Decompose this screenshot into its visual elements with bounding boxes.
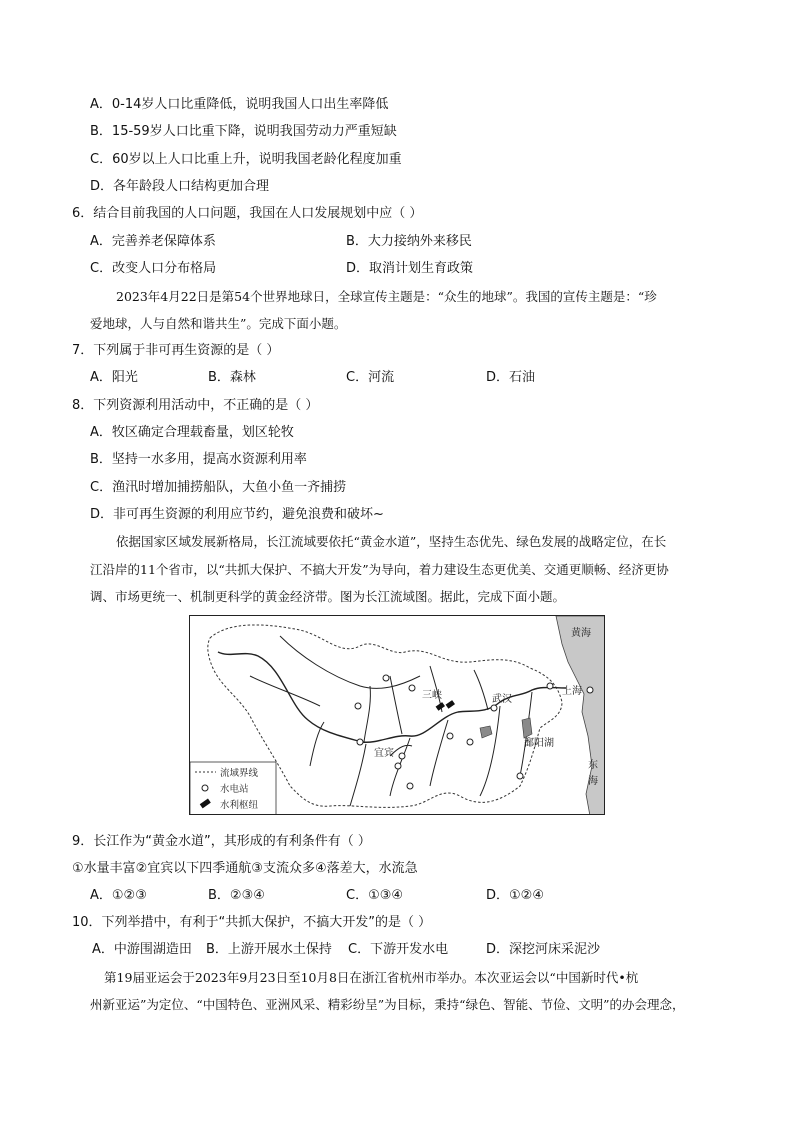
q9-option-d: D．①②④ — [486, 888, 544, 903]
tributaries — [250, 636, 532, 806]
q5-option-b: B．15-59岁人口比重下降，说明我国劳动力严重短缺 — [90, 124, 397, 139]
q10-option-b: B．上游开展水土保持 — [206, 942, 332, 957]
q6-option-b: B．大力接纳外来移民 — [346, 234, 472, 249]
label-yellow-sea: 黄海 — [571, 628, 591, 639]
q10-option-d: D．深挖河床采泥沙 — [486, 942, 601, 957]
q9-option-a: A．①②③ — [90, 888, 147, 903]
q9-stem: 9．长江作为“黄金水道”，其形成的有利条件有（ ） — [72, 834, 371, 849]
earth-day-intro-line1: 2023年4月22日是第54个世界地球日，全球宣传主题是：“众生的地球”。我国的宣传主题是：“珍 — [116, 289, 657, 304]
q9-option-b: B．②③④ — [208, 888, 265, 903]
q6-stem: 6．结合目前我国的人口问题，我国在人口发展规划中应（ ） — [72, 206, 423, 221]
hydropower-stations — [355, 675, 593, 789]
q7-option-d: D．石油 — [486, 370, 536, 385]
map-legend — [190, 762, 276, 815]
q10-stem: 10．下列举措中，有利于“共抓大保护，不搞大开发”的是（ ） — [72, 915, 432, 930]
q10-option-a: A．中游围湖造田 — [92, 942, 192, 957]
water-conservancy-hubs — [436, 700, 455, 711]
label-east-sea-2: 海 — [588, 776, 598, 787]
q8-option-d: D．非可再生资源的利用应节约，避免浪费和破坏~ — [90, 507, 384, 522]
q5-option-a: A．0-14岁人口比重降低，说明我国人口出生率降低 — [90, 97, 389, 112]
q6-option-a: A．完善养老保障体系 — [90, 234, 216, 249]
legend-boundary: 流域界线 — [220, 768, 259, 779]
label-east-sea-1: 东 — [588, 760, 598, 771]
q7-option-c: C．河流 — [346, 370, 395, 385]
q8-option-c: C．渔汛时增加捕捞船队，大鱼小鱼一齐捕捞 — [90, 480, 347, 495]
poyang-lake — [522, 718, 532, 738]
q8-stem: 8．下列资源利用活动中，不正确的是（ ） — [72, 398, 319, 413]
q8-option-a: A．牧区确定合理载畜量，划区轮牧 — [90, 425, 294, 440]
q10-option-c: C．下游开发水电 — [348, 942, 449, 957]
q6-option-d: D．取消计划生育政策 — [346, 261, 474, 276]
q7-option-b: B．森林 — [208, 370, 256, 385]
yangtze-intro-line1: 依据国家区域发展新格局，长江流域要依托“黄金水道”，坚持生态优先、绿色发展的战略定位，在长 — [116, 534, 667, 549]
yangtze-basin-map — [189, 615, 605, 815]
label-yibin: 宜宾 — [374, 748, 394, 759]
legend-hydropower: 水电站 — [220, 784, 249, 795]
legend-hub: 水利枢纽 — [220, 800, 259, 811]
label-sanxia: 三峡 — [422, 690, 442, 701]
asiad-intro-line2: 州新亚运”为定位、“中国特色、亚洲风采、精彩纷呈”为目标，秉持“绿色、智能、节俭、文明”的办会理念， — [90, 997, 685, 1012]
yangtze-intro-line2: 江沿岸的11个省市，以“共抓大保护、不搞大开发”为导向，着力建设生态更优美、交通更顺畅、经济更协 — [90, 562, 669, 577]
q8-option-b: B．坚持一水多用，提高水资源利用率 — [90, 452, 307, 467]
q9-option-c: C．①③④ — [346, 888, 404, 903]
label-wuhan: 武汉 — [492, 694, 512, 705]
q7-stem: 7．下列属于非可再生资源的是（ ） — [72, 343, 280, 358]
q9-conditions: ①水量丰富②宜宾以下四季通航③支流众多④落差大，水流急 — [72, 861, 418, 876]
q5-option-c: C．60岁以上人口比重上升，说明我国老龄化程度加重 — [90, 152, 402, 167]
yangtze-main-river — [218, 652, 566, 742]
dongting-lake — [480, 726, 492, 738]
yangtze-intro-line3: 调、市场更统一、机制更科学的黄金经济带。图为长江流域图。据此，完成下面小题。 — [90, 589, 566, 604]
earth-day-intro-line2: 爱地球，人与自然和谐共生”。完成下面小题。 — [90, 316, 347, 331]
q5-option-d: D．各年龄段人口结构更加合理 — [90, 179, 270, 194]
asiad-intro-line1: 第19届亚运会于2023年9月23日至10月8日在浙江省杭州市举办。本次亚运会以“中国新时代•杭 — [104, 970, 639, 985]
q6-option-c: C．改变人口分布格局 — [90, 261, 217, 276]
q7-option-a: A．阳光 — [90, 370, 138, 385]
label-shanghai: 上海 — [562, 686, 582, 697]
label-poyang: 鄱阳湖 — [524, 738, 554, 749]
